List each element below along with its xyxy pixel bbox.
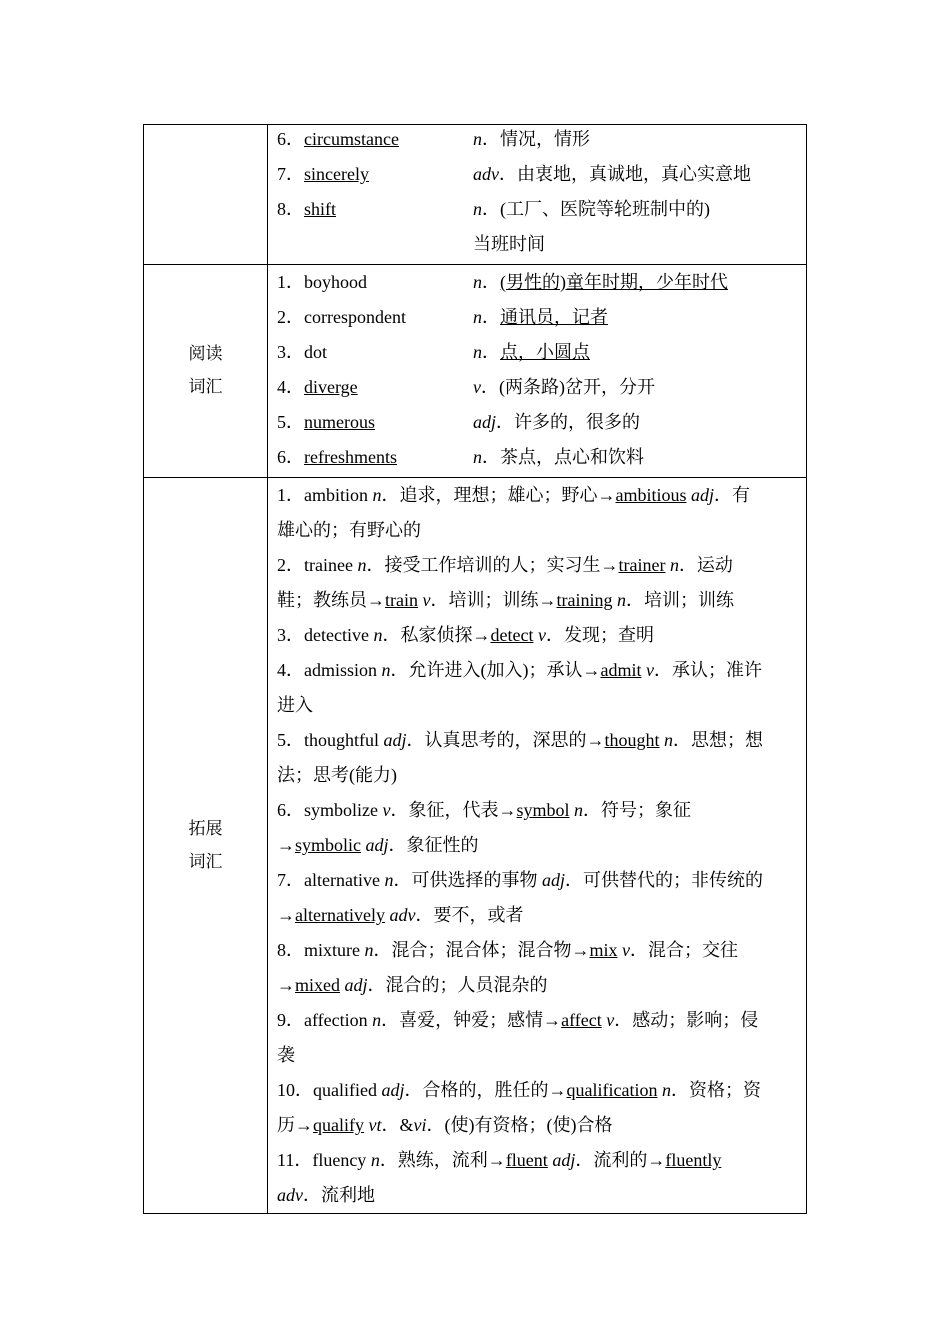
section-top-row (144, 125, 807, 265)
vocab-word: circumstance (304, 129, 399, 149)
list-item: 1．boyhood n．(男性的)童年时期，少年时代 (277, 272, 728, 292)
list-item: 10．qualified adj．合格的，胜任的→qualification n．资格；资 (277, 1080, 761, 1100)
list-item: 5．numerous adj．许多的，很多的 (277, 412, 641, 432)
section-top-content (268, 125, 807, 265)
vocabulary-table (143, 124, 807, 1214)
list-item: 2．trainee n．接受工作培训的人；实习生→trainer n．运动 (277, 555, 733, 575)
section-top-label (144, 125, 268, 265)
list-item: 6．symbolize v．象征，代表→symbol n．符号；象征 (277, 800, 692, 820)
list-item-cont: adv．流利地 (277, 1185, 375, 1205)
section-reading-content (268, 265, 807, 478)
list-item: 5．thoughtful adj．认真思考的，深思的→thought n．思想；想 (277, 730, 764, 750)
section-extended-content (268, 478, 807, 1214)
list-item-cont: 鞋；教练员→train v．培训；训练→training n．培训；训练 (277, 590, 734, 610)
list-item: 6．circumstance n．情况，情形 (277, 129, 590, 149)
list-item: 11．fluency n．熟练，流利→fluent adj．流利的→fluently (277, 1150, 722, 1170)
list-item: 8．shift n．(工厂、医院等轮班制中的) (277, 199, 710, 219)
list-item-cont: 雄心的；有野心的 (277, 520, 421, 540)
list-item: 3．dot n．点，小圆点 (277, 342, 590, 362)
list-item-cont: 进入 (277, 695, 313, 715)
list-item-cont: 当班时间 (473, 234, 545, 254)
list-item: 4．admission n．允许进入(加入)；承认→admit v．承认；准许 (277, 660, 763, 680)
list-item: 1．ambition n．追求，理想；雄心；野心→ambitious adj．有 (277, 485, 751, 505)
list-item: 7．sincerely adv．由衷地，真诚地，真心实意地 (277, 164, 751, 184)
list-item: 8．mixture n．混合；混合体；混合物→mix v．混合；交往 (277, 940, 739, 960)
list-item-cont: →symbolic adj．象征性的 (277, 835, 479, 855)
section-reading-label: 阅读 词汇 (144, 265, 268, 478)
section-extended-row (144, 478, 807, 1214)
list-item: 7．alternative n．可供选择的事物 adj．可供替代的；非传统的 (277, 870, 763, 890)
vocab-word: sincerely (304, 164, 369, 184)
vocabulary-sheet (143, 124, 807, 1214)
list-item-cont: →mixed adj．混合的；人员混杂的 (277, 975, 548, 995)
list-item: 3．detective n．私家侦探→detect v．发现；查明 (277, 625, 654, 645)
vocab-word: shift (304, 199, 337, 219)
list-item-cont: 袭 (277, 1045, 295, 1065)
list-item: 9．affection n．喜爱，钟爱；感情→affect v．感动；影响；侵 (277, 1010, 759, 1030)
list-item: 2．correspondent n．通讯员，记者 (277, 307, 608, 327)
list-item: 4．diverge v．(两条路)岔开，分开 (277, 377, 655, 397)
list-item: 6．refreshments n．茶点，点心和饮料 (277, 447, 644, 467)
section-reading-row (144, 265, 807, 478)
list-item-cont: →alternatively adv．要不，或者 (277, 905, 524, 925)
section-extended-label: 拓展 词汇 (144, 478, 268, 1214)
list-item-cont: 法；思考(能力) (277, 765, 397, 785)
list-item-cont: 历→qualify vt．&vi．(使)有资格；(使)合格 (277, 1115, 613, 1135)
